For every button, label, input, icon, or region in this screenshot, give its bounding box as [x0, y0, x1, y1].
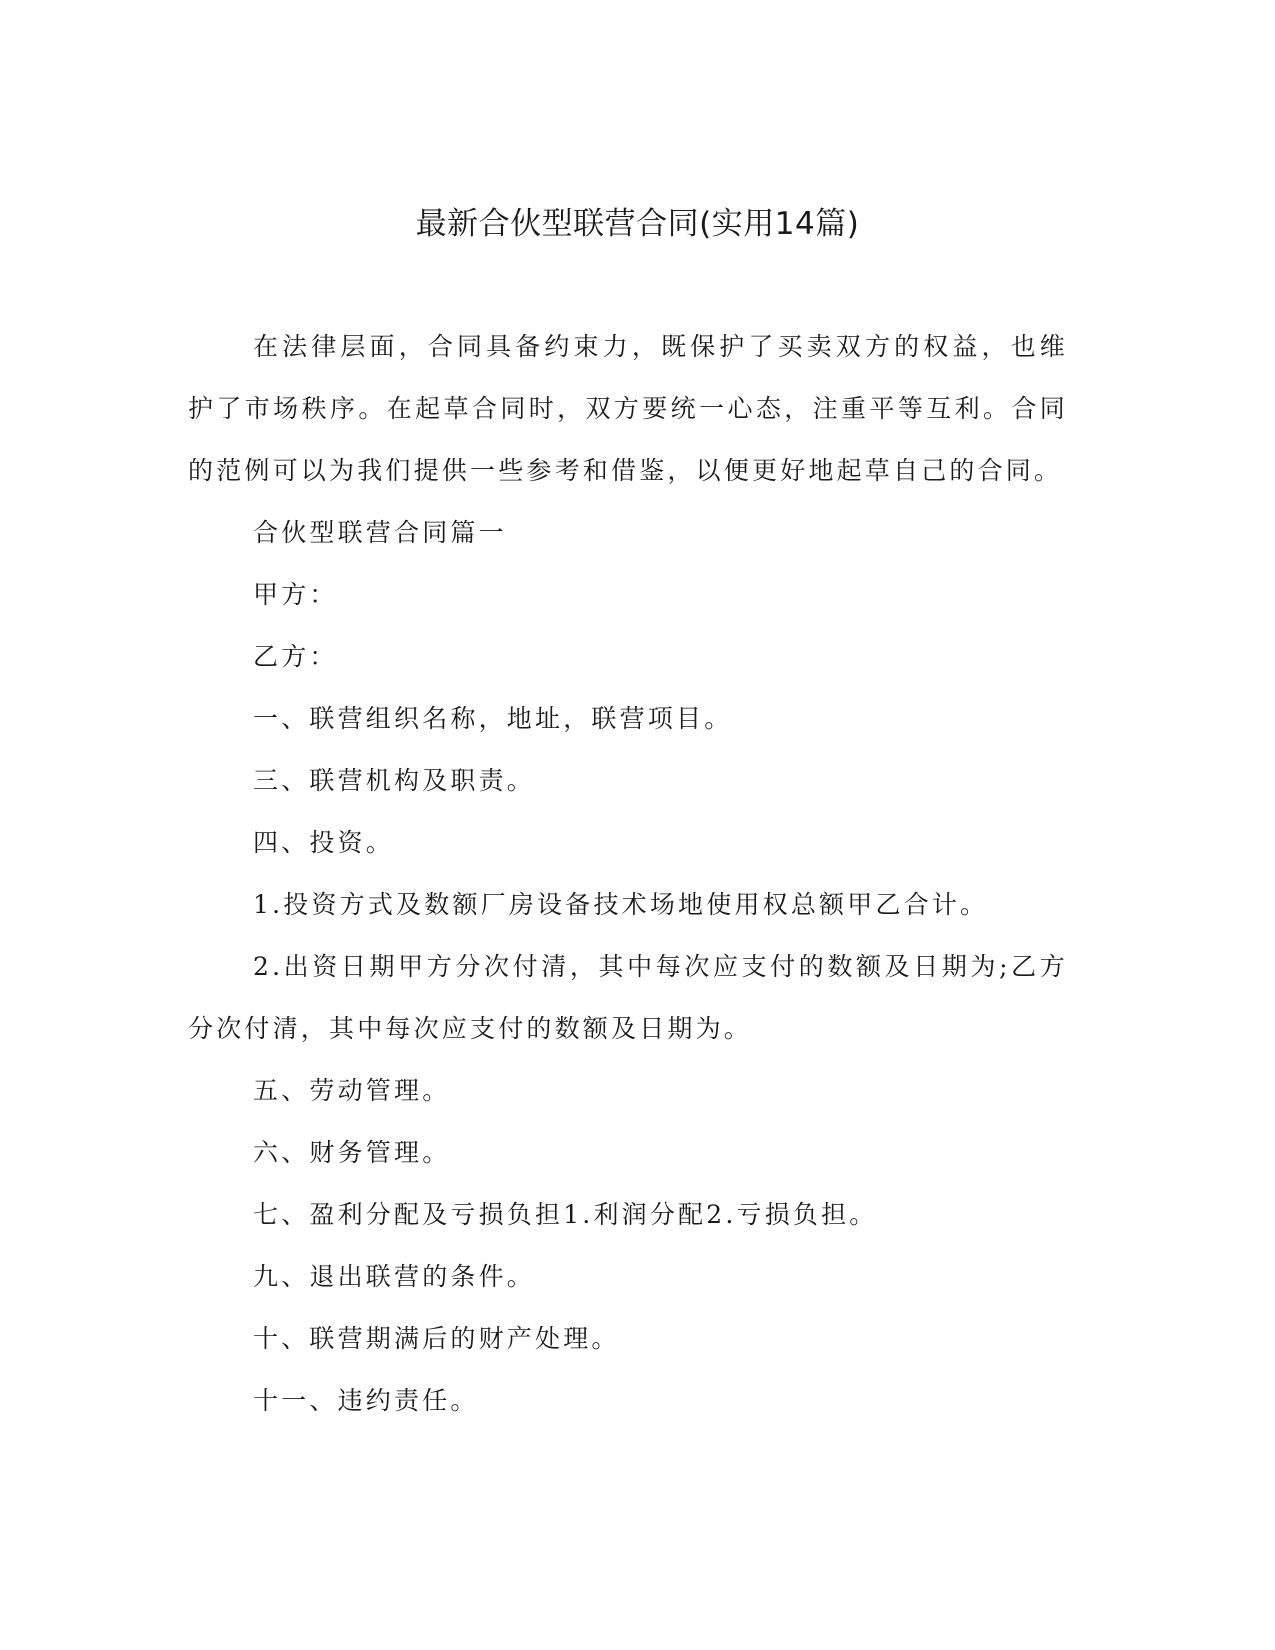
clause-4-item-1: 1.投资方式及数额厂房设备技术场地使用权总额甲乙合计。 [253, 890, 989, 919]
clause-7: 七、盈利分配及亏损负担1.利润分配2.亏损负担。 [253, 1200, 878, 1229]
party-b-line: 乙方： [253, 642, 338, 671]
document-body [188, 316, 1068, 1432]
clause-1: 一、联营组织名称，地址，联营项目。 [253, 704, 733, 733]
clause-3: 三、联营机构及职责。 [253, 766, 536, 795]
clause-11: 十一、违约责任。 [253, 1386, 479, 1415]
clause-9: 九、退出联营的条件。 [253, 1262, 536, 1291]
clause-6: 六、财务管理。 [253, 1138, 451, 1167]
clause-10: 十、联营期满后的财产处理。 [253, 1324, 620, 1353]
document-title: 最新合伙型联营合同(实用14篇) [415, 206, 860, 242]
clause-4: 四、投资。 [253, 828, 395, 857]
clause-5: 五、劳动管理。 [253, 1076, 451, 1105]
clause-4-item-2: 2.出资日期甲方分次付清，其中每次应支付的数额及日期为;乙方分次付清，其中每次应支付的数额及日期为。 [188, 952, 1068, 1043]
section-heading: 合伙型联营合同篇一 [253, 518, 507, 547]
party-a-line: 甲方： [253, 580, 338, 609]
intro-paragraph: 在法律层面，合同具备约束力，既保护了买卖双方的权益，也维护了市场秩序。在起草合同时，双方要统一心态，注重平等互利。合同的范例可以为我们提供一些参考和借鉴，以便更好地起草自己的合同。 [188, 332, 1068, 485]
